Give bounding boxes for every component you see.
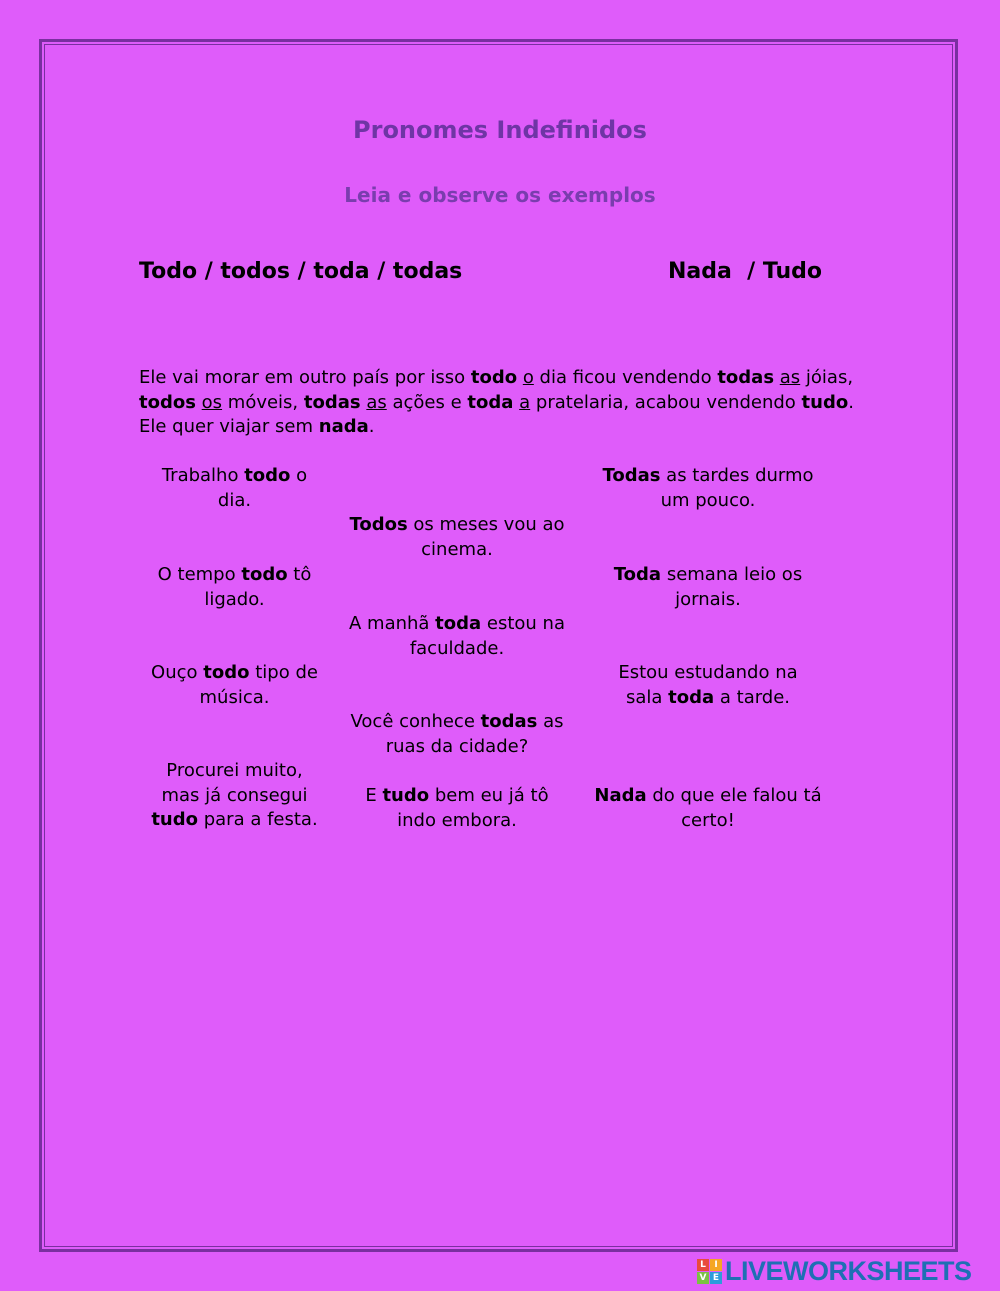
paragraph-segment: ações e	[386, 391, 468, 413]
example-segment: o dia.	[217, 465, 308, 511]
example-segment: Todos	[349, 514, 408, 535]
example-10	[147, 759, 322, 833]
example-segment: tudo	[151, 809, 198, 830]
example-segment: todo	[203, 662, 250, 683]
example-1	[147, 464, 322, 513]
intro-paragraph	[139, 366, 859, 440]
paragraph-segment: dia ficou vendendo	[533, 367, 718, 388]
heading-todo: Todo / todos / toda / todas	[139, 259, 463, 284]
example-segment: Estou estudando na sala	[618, 662, 798, 708]
example-2	[598, 464, 818, 513]
paragraph-segment: . Ele quer viajar sem	[139, 391, 854, 437]
example-segment: bem eu já tô indo embora.	[397, 785, 549, 831]
example-7	[147, 661, 322, 710]
liveworksheets-logo	[697, 1257, 972, 1285]
example-11	[348, 784, 566, 833]
example-3	[348, 513, 566, 562]
example-segment: os meses vou ao cinema.	[407, 514, 565, 560]
paragraph-segment: móveis,	[222, 391, 304, 413]
paragraph-segment: os	[201, 391, 223, 413]
paragraph-segment: pratelaria, acabou vendendo	[530, 391, 802, 413]
paragraph-segment: todos	[139, 391, 196, 413]
example-segment: a tarde.	[714, 686, 791, 708]
example-segment: para a festa.	[197, 809, 318, 830]
example-segment: tipo de música.	[199, 662, 318, 708]
example-9	[334, 710, 580, 759]
example-segment: toda	[435, 613, 482, 634]
example-6	[334, 612, 580, 661]
logo-badge-icon	[697, 1259, 722, 1284]
example-segment: tô ligado.	[204, 564, 312, 610]
example-segment: do que ele falou tá certo!	[646, 785, 822, 831]
example-segment: toda	[668, 686, 715, 708]
example-5	[598, 563, 818, 612]
paragraph-segment: todo	[470, 367, 518, 388]
paragraph-segment: todas	[717, 367, 775, 388]
example-segment: as ruas da cidade?	[385, 711, 564, 757]
logo-badge-letter: L	[697, 1259, 709, 1271]
example-segment: Procurei muito, mas já consegui	[161, 760, 308, 806]
paragraph-segment: toda	[467, 391, 514, 413]
example-4	[147, 563, 322, 612]
example-segment: todas	[480, 711, 538, 732]
paragraph-segment: tudo	[801, 391, 849, 413]
example-segment: as tardes durmo um pouco.	[660, 465, 814, 511]
paragraph-segment: jóias,	[800, 367, 854, 388]
page-title: Pronomes Indefinidos	[353, 116, 647, 144]
example-segment: Ouço	[151, 662, 204, 683]
heading-nada-tudo: Nada / Tudo	[668, 259, 822, 284]
page-subtitle: Leia e observe os exemplos	[344, 183, 656, 207]
logo-text: LIVEWORKSHEETS	[725, 1255, 972, 1286]
paragraph-segment: nada	[318, 416, 369, 437]
example-segment: Trabalho	[161, 465, 245, 486]
example-segment: todo	[241, 564, 288, 585]
paragraph-segment: Ele vai morar em outro país por isso	[139, 367, 471, 388]
example-segment: A manhã	[349, 613, 436, 634]
paragraph-segment: a	[519, 391, 531, 413]
logo-badge-letter: V	[697, 1272, 709, 1284]
paragraph-segment: o	[522, 367, 534, 388]
example-segment: tudo	[382, 785, 430, 806]
example-segment: Toda	[613, 564, 662, 585]
example-segment: Todas	[602, 465, 661, 486]
paragraph-segment: as	[366, 391, 387, 413]
logo-badge-letter: I	[710, 1259, 722, 1271]
example-segment: estou na faculdade.	[409, 613, 565, 659]
example-segment: Você conhece	[350, 711, 481, 732]
logo-badge-letter: E	[710, 1272, 722, 1284]
example-segment: E	[365, 785, 383, 806]
example-segment: todo	[244, 465, 291, 486]
paragraph-segment: todas	[303, 391, 361, 413]
example-segment: semana leio os jornais.	[661, 564, 803, 610]
example-8	[598, 661, 818, 710]
example-segment: O tempo	[157, 564, 242, 585]
paragraph-segment: as	[779, 367, 801, 388]
paragraph-segment: .	[368, 416, 375, 437]
example-segment: Nada	[594, 785, 647, 806]
example-12	[590, 784, 826, 833]
